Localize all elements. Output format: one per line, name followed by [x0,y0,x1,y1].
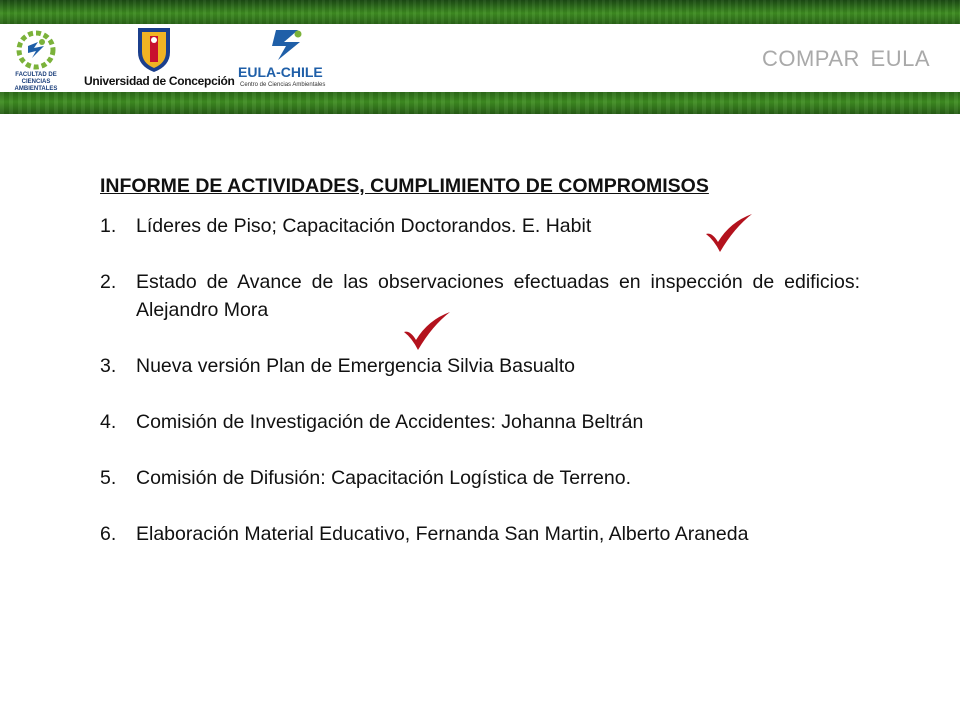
eula-logo-label: EULA-CHILE [238,64,323,80]
list-item [100,408,860,436]
list-item-text: Nueva versión Plan de Emergencia Silvia Basualto [136,355,575,377]
facultad-logo-label: FACULTAD DE CIENCIAS AMBIENTALES [14,72,58,92]
list-item-number: 3. [100,355,117,377]
eula-logo-sublabel: Centro de Ciencias Ambientales [240,82,326,88]
eula-logo [236,26,336,90]
universidad-logo-label: Universidad de Concepción [84,74,235,88]
list-item-text: Comisión de Difusión: Capacitación Logística de Terreno. [136,467,631,489]
checkmark-icon [402,310,452,352]
facultad-logo [4,28,68,92]
brand-title: COMPAR EULA [761,46,930,71]
list-item-number: 5. [100,467,117,489]
list-item [100,520,860,548]
slide-title: INFORME DE ACTIVIDADES, CUMPLIMIENTO DE COMPROMISOS [100,175,709,197]
list-item-text: Elaboración Material Educativo, Fernanda San Martin, Alberto Araneda [136,523,749,545]
eula-emblem-icon [236,26,336,64]
list-item-text: Líderes de Piso; Capacitación Doctorandos. E. Habit [136,215,592,237]
list-item-text: Comisión de Investigación de Accidentes: Johanna Beltrán [136,411,644,433]
checkmark-icon [704,212,754,254]
universidad-logo [84,26,235,90]
list-item [100,352,860,380]
list-item-number: 6. [100,523,117,545]
header-bottom-band [0,92,960,114]
header-top-band [0,0,960,24]
list-item-number: 4. [100,411,117,433]
list-item-text: Estado de Avance de las observaciones efectuadas en inspección de edificios: Alejandro Mora [136,271,860,321]
activity-list [100,212,860,548]
list-item-number: 1. [100,215,117,237]
list-item [100,268,860,324]
list-item [100,464,860,492]
list-item-number: 2. [100,271,117,293]
facultad-gear-icon [4,28,68,72]
udec-shield-icon [84,26,224,74]
